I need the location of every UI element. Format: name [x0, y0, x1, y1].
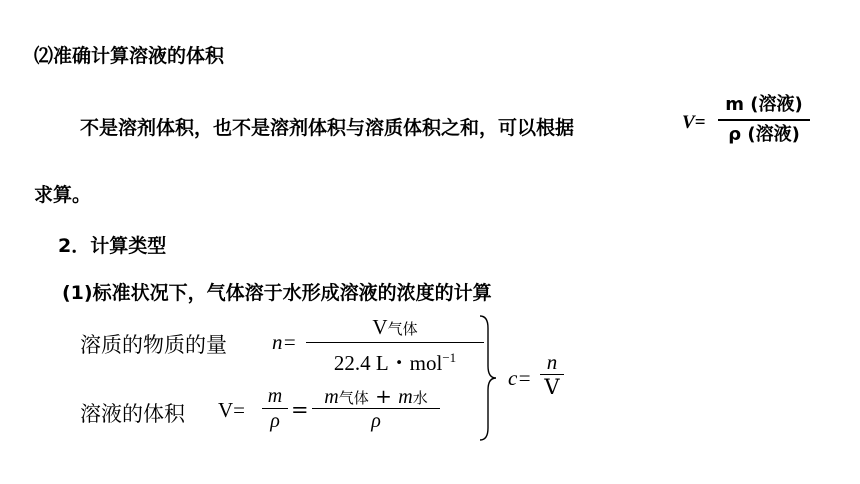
fraction-numerator: m气体 + m水 — [324, 384, 428, 408]
formula-var-n: n= — [272, 330, 297, 354]
volume-formula-fraction — [718, 92, 810, 148]
paragraph-text: 不是溶剂体积，也不是溶剂体积与溶质体积之和，可以根据 — [80, 117, 575, 139]
mass-density-fraction: m ρ — [262, 384, 288, 433]
paragraph-tail: 求算。 — [34, 184, 92, 206]
fraction-denominator: 22.4 L・mol$^{-1}$ — [333, 350, 457, 375]
volume-formula-lhs: V= — [682, 112, 706, 133]
right-brace-icon — [478, 314, 500, 442]
fraction-numerator: V气体 — [372, 315, 418, 339]
molar-volume-fraction — [306, 312, 484, 373]
fraction-bar — [718, 119, 810, 121]
subheading-standard-conditions: (1)标准状况下，气体溶于水形成溶液的浓度的计算 — [62, 282, 492, 304]
formula-var-V: V= — [218, 398, 246, 422]
concentration-fraction: n V — [540, 350, 564, 399]
concentration-var-c: c= — [508, 366, 532, 390]
fraction-numerator: m (溶液) — [725, 94, 803, 115]
section-heading-types: 2．计算类型 — [58, 235, 167, 257]
formula-label-amount: 溶质的物质的量 — [80, 333, 227, 357]
sum-mass-fraction — [312, 384, 440, 433]
fraction-denominator: ρ — [371, 410, 381, 432]
formula-label-volume: 溶液的体积 — [80, 402, 185, 426]
fraction-denominator: ρ (溶液) — [728, 124, 800, 145]
formula-equals: = — [291, 398, 309, 422]
section-heading-volume: ⑵准确计算溶液的体积 — [34, 45, 225, 67]
